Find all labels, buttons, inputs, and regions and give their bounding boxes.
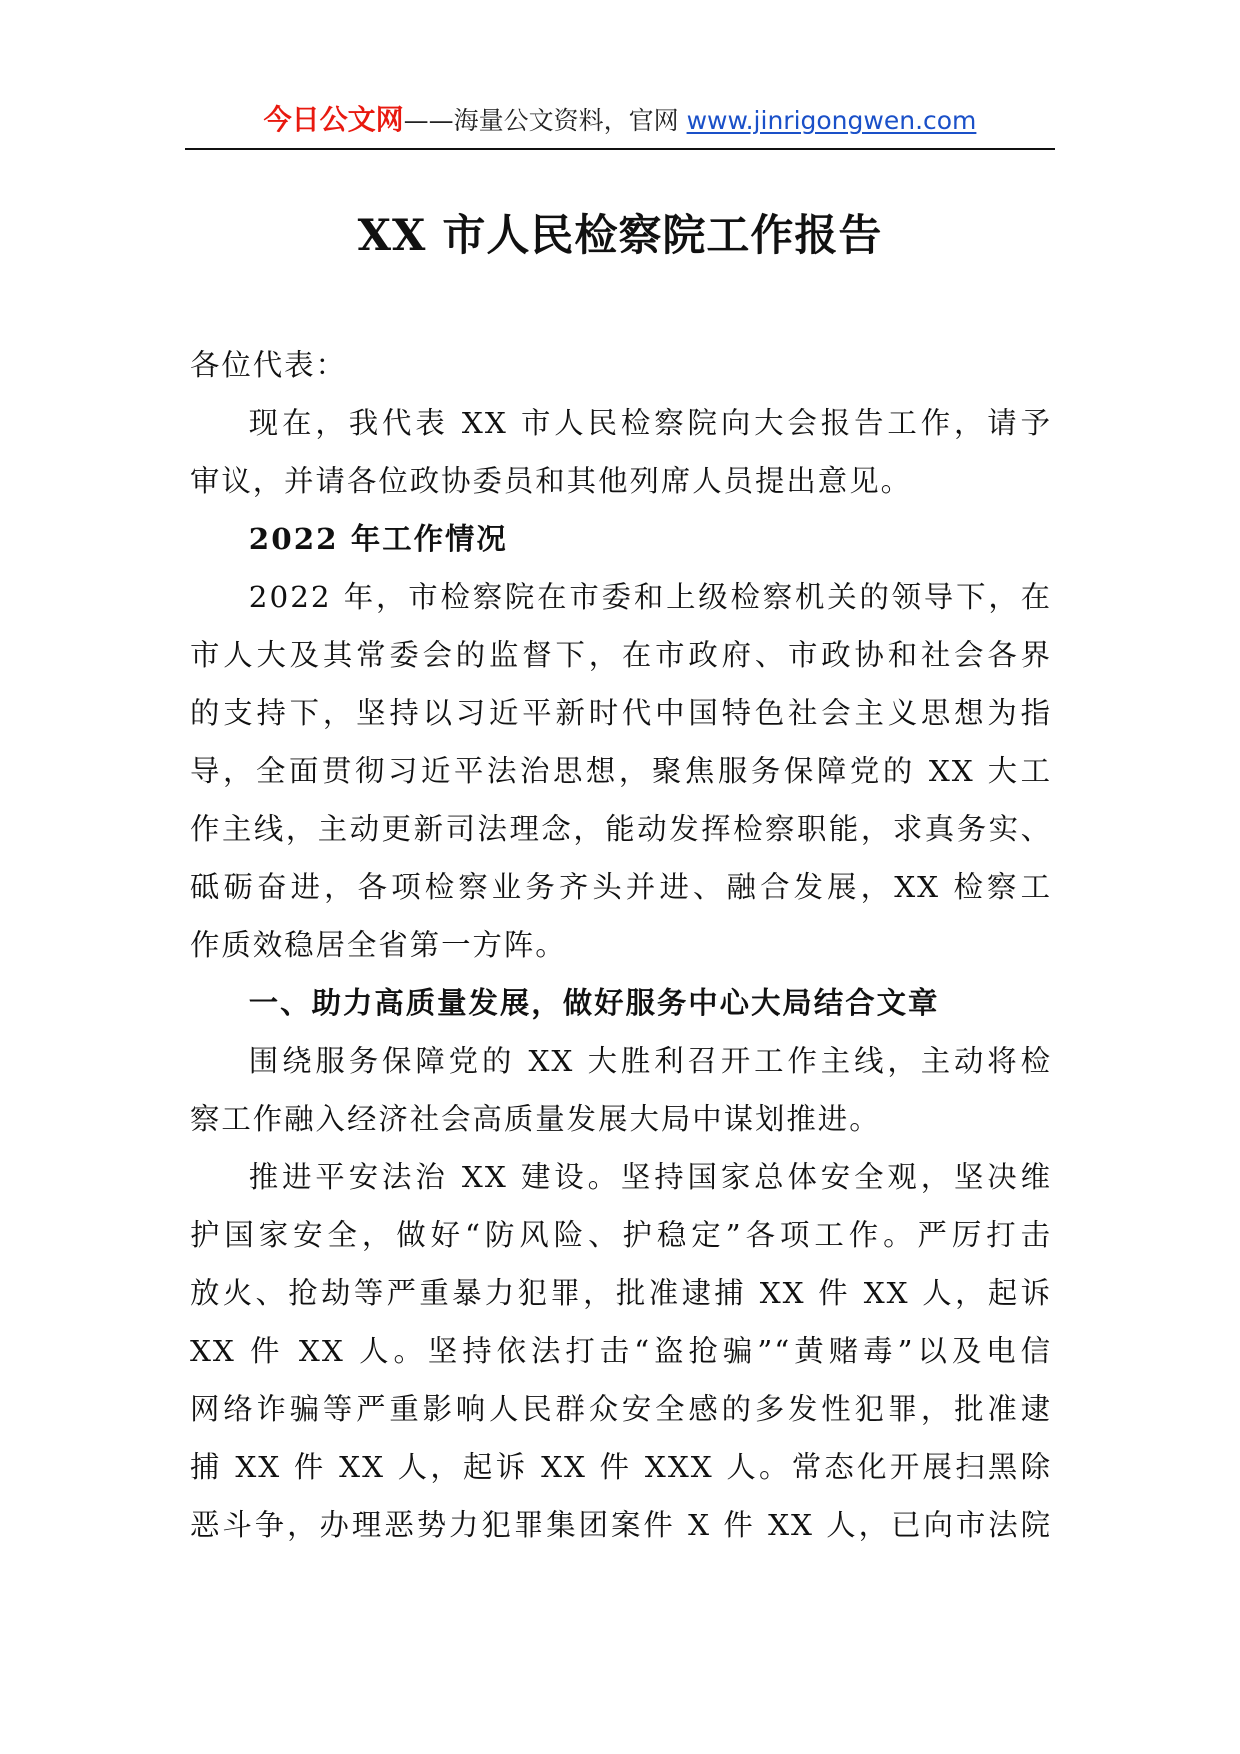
overview-line: 导，全面贯彻习近平法治思想，聚焦服务保障党的 XX 大工 — [190, 754, 1052, 788]
safety-line: XX 件 XX 人。坚持依法打击“盗抢骗”“黄赌毒”以及电信 — [190, 1334, 1052, 1368]
part-one-heading — [190, 974, 1052, 1032]
salutation — [190, 336, 1052, 394]
safety-line: 捕 XX 件 XX 人，起诉 XX 件 XXX 人。常态化开展扫黑除 — [190, 1450, 1052, 1484]
safety-paragraph — [190, 1148, 1052, 1554]
section-heading: 2022 年工作情况 — [248, 521, 508, 556]
overview-line: 作主线，主动更新司法理念，能动发挥检察职能，求真务实、 — [190, 812, 1052, 846]
part-heading: 一、助力高质量发展，做好服务中心大局结合文章 — [248, 986, 940, 1020]
part-one-line: 围绕服务保障党的 XX 大胜利召开工作主线，主动将检 — [248, 1044, 1052, 1078]
document-body — [190, 336, 1052, 1554]
intro-line: 现在，我代表 XX 市人民检察院向大会报告工作，请予 — [248, 406, 1052, 440]
site-header — [185, 100, 1055, 140]
intro-line: 审议，并请各位政协委员和其他列席人员提出意见。 — [190, 464, 912, 498]
salutation-line: 各位代表： — [190, 348, 347, 382]
overview-line: 砥砺奋进，各项检察业务齐头并进、融合发展，XX 检察工 — [190, 870, 1052, 904]
document-title: XX 市人民检察院工作报告 — [357, 211, 883, 261]
intro-paragraph — [190, 394, 1052, 510]
overview-line: 作质效稳居全省第一方阵。 — [190, 928, 567, 962]
safety-line: 推进平安法治 XX 建设。坚持国家总体安全观，坚决维 — [248, 1160, 1052, 1194]
safety-line: 网络诈骗等严重影响人民群众安全感的多发性犯罪，批准逮 — [190, 1392, 1052, 1426]
safety-line: 放火、抢劫等严重暴力犯罪，批准逮捕 XX 件 XX 人，起诉 — [190, 1276, 1052, 1310]
overview-line: 市人大及其常委会的监督下，在市政府、市政协和社会各界 — [190, 638, 1052, 672]
site-brand: 今日公文网 — [263, 103, 404, 136]
section-heading-2022 — [190, 510, 1052, 568]
part-one-intro-paragraph — [190, 1032, 1052, 1148]
overview-line: 的支持下，坚持以习近平新时代中国特色社会主义思想为指 — [190, 696, 1052, 730]
safety-line: 恶斗争，办理恶势力犯罪集团案件 X 件 XX 人，已向市法院 — [190, 1508, 1052, 1542]
safety-line: 护国家安全，做好“防风险、护稳定”各项工作。严厉打击 — [190, 1218, 1052, 1252]
site-url-link[interactable]: www.jinrigongwen.com — [686, 106, 977, 135]
part-one-line: 察工作融入经济社会高质量发展大局中谋划推进。 — [190, 1102, 881, 1136]
header-divider — [185, 148, 1055, 150]
overview-line: 2022 年，市检察院在市委和上级检察机关的领导下，在 — [248, 580, 1052, 614]
overview-paragraph — [190, 568, 1052, 974]
site-tagline: ——海量公文资料，官网 — [403, 106, 687, 135]
